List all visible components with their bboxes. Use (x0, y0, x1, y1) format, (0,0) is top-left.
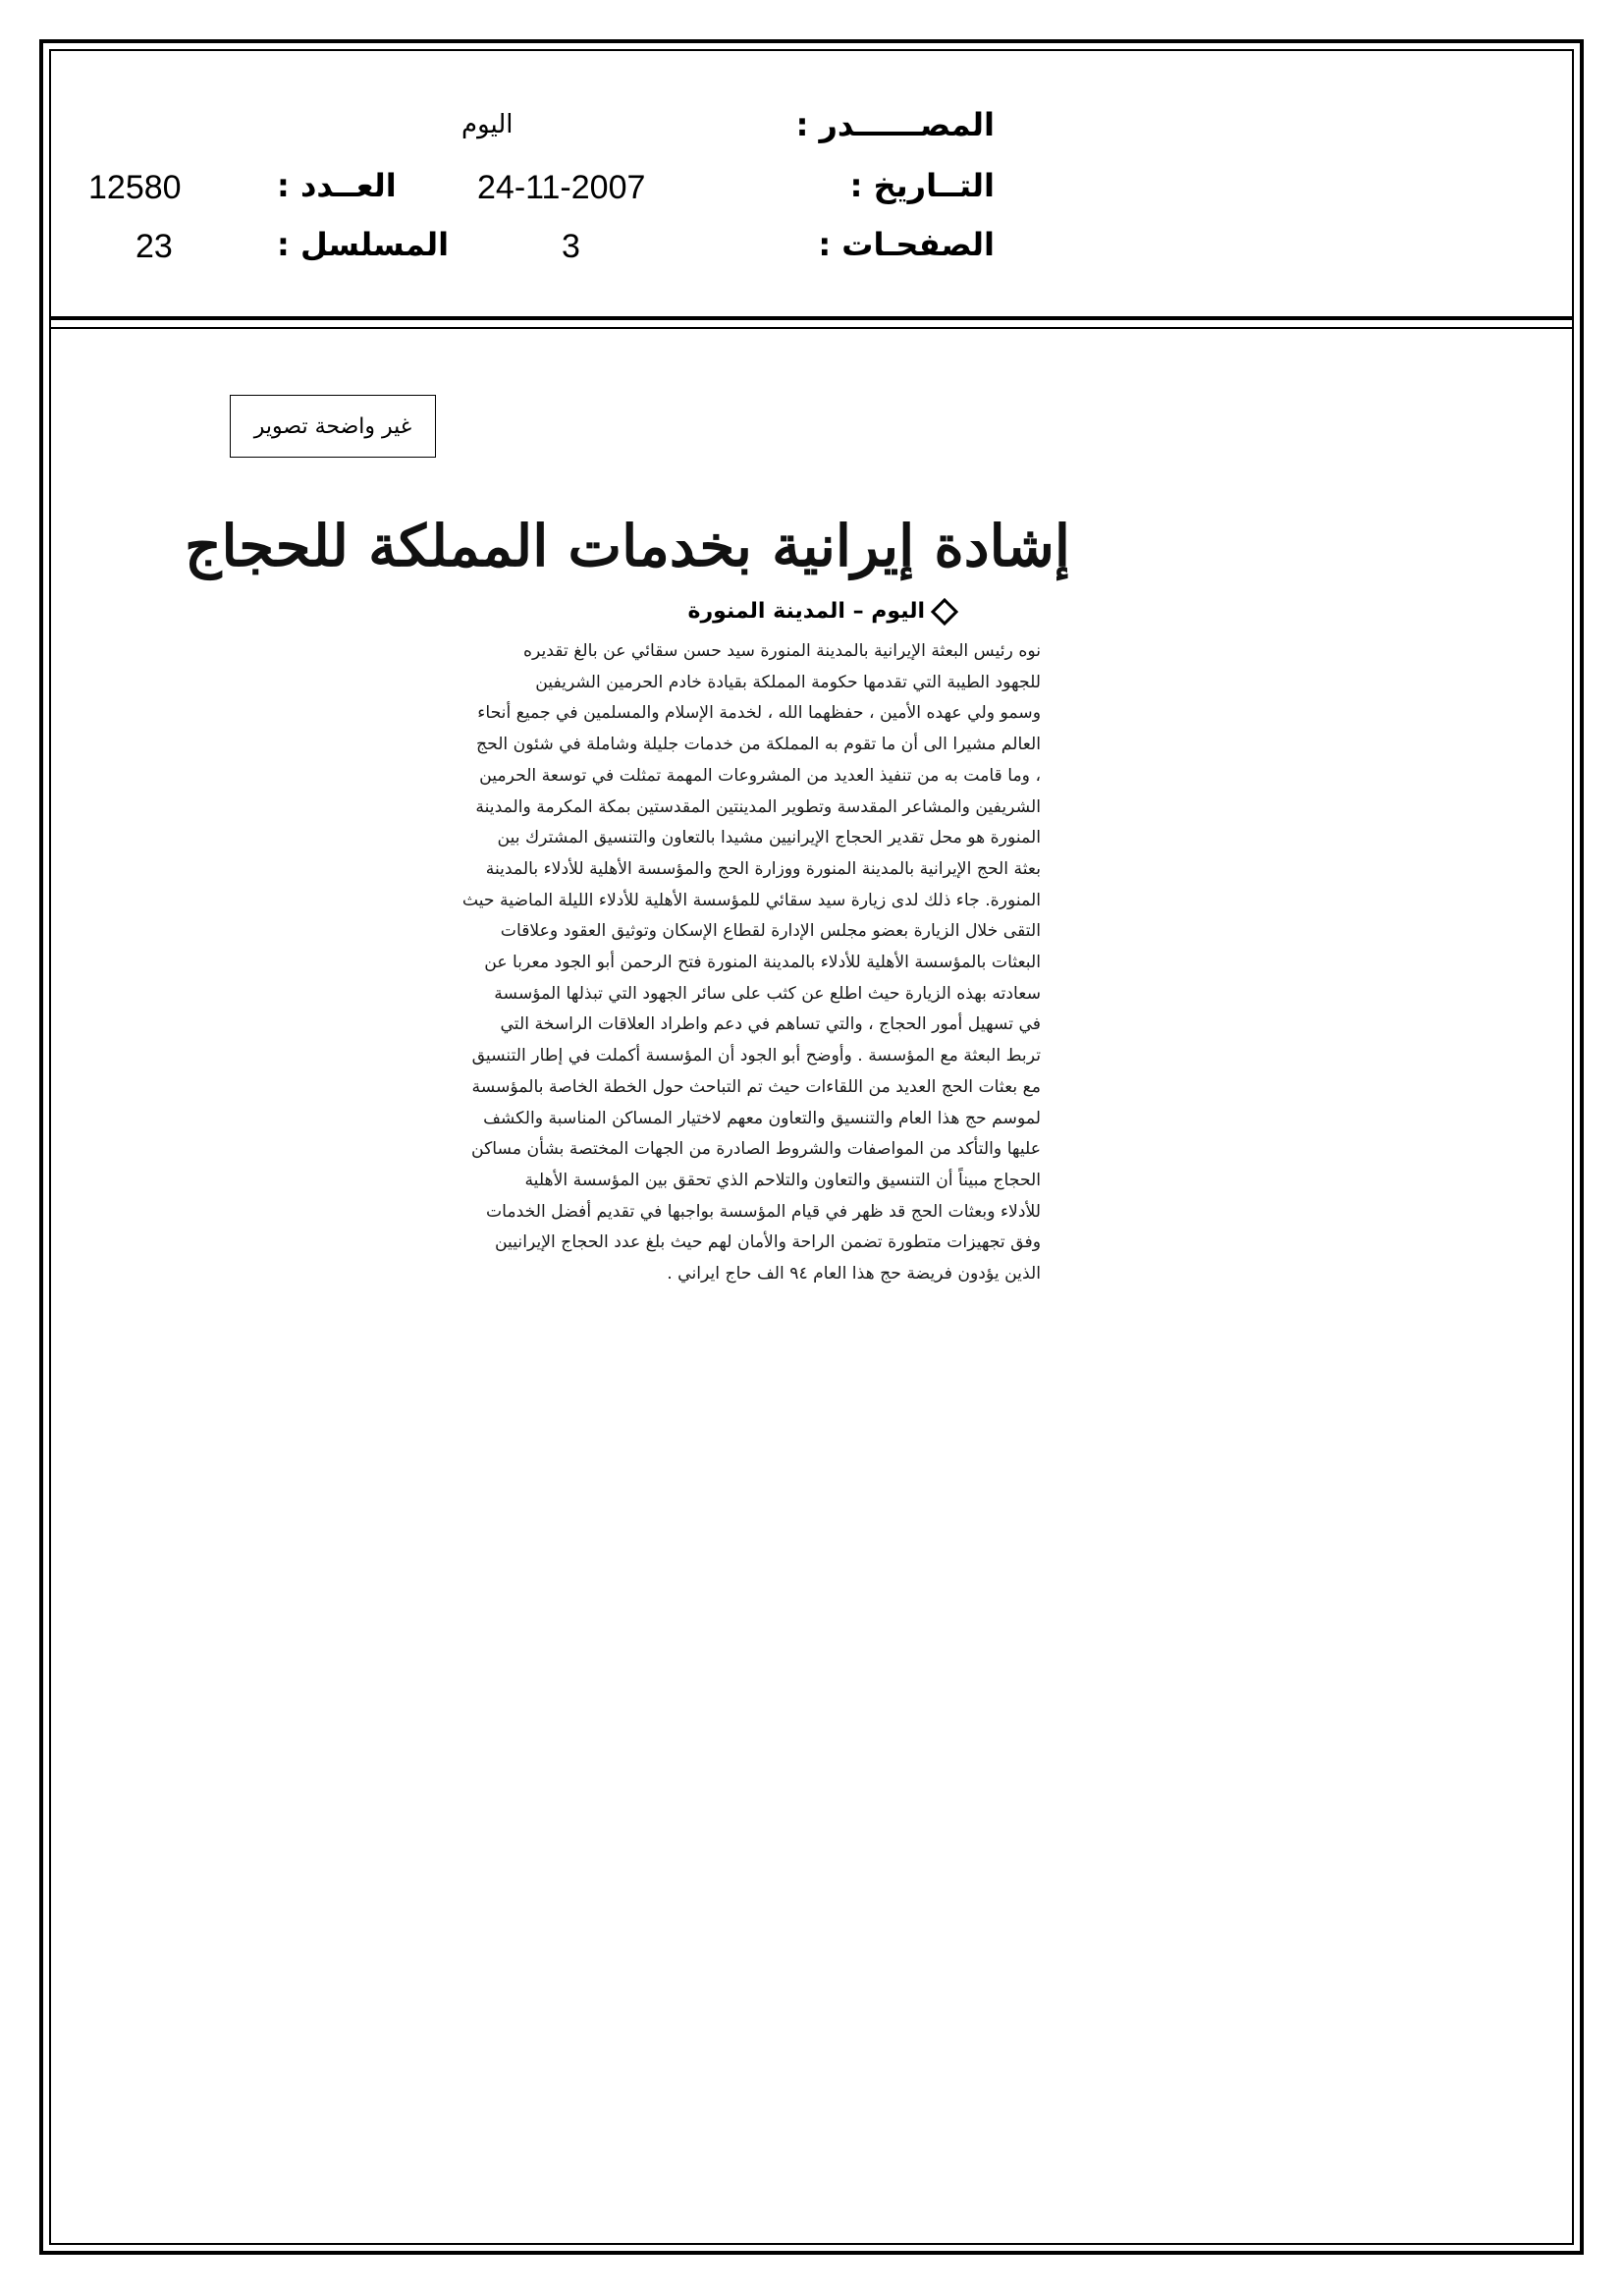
article-line: مع بعثات الحج العديد من اللقاءات حيث تم التباحث حول الخطة الخاصة بالمؤسسة (471, 1076, 1041, 1097)
article-line: سعادته بهذه الزيارة حيث اطلع عن كثب على سائر الجهود التي تبذلها المؤسسة (494, 983, 1041, 1004)
article-byline (688, 599, 955, 624)
header-block (49, 49, 1574, 322)
article-line: الحجاج مبيناً أن التنسيق والتعاون والتلاحم الذي تحقق بين المؤسسة الأهلية (524, 1170, 1041, 1190)
date-value: 24-11-2007 (477, 169, 646, 206)
issue-label: العــدد : (277, 167, 397, 204)
byline-text: اليوم – المدينة المنورة (687, 599, 925, 624)
serial-label: المسلسل : (277, 226, 450, 263)
article-line: في تسهيل أمور الحجاج ، والتي تساهم في دعم واطراد العلاقات الراسخة التي (500, 1014, 1041, 1035)
diamond-bullet-icon (931, 598, 958, 626)
article-line: وسمو ولي عهده الأمين ، حفظهما الله ، لخدمة الإسلام والمسلمين في جميع أنحاء (477, 703, 1041, 724)
pages-value: 3 (562, 228, 580, 265)
article-line: لموسم حج هذا العام والتنسيق والتعاون معهم لاختيار المساكن المناسبة والكشف (483, 1108, 1041, 1128)
article-line: المنورة هو محل تقدير الحجاج الإيرانيين مشيدا بالتعاون والتنسيق المشترك بين (497, 828, 1041, 848)
article-line: وفق تجهيزات متطورة تضمن الراحة والأمان لهم حيث بلغ عدد الحجاج الإيرانيين (494, 1232, 1041, 1253)
article-line: للأدلاء وبعثات الحج قد ظهر في قيام المؤسسة بواجبها في تقديم أفضل الخدمات (485, 1201, 1041, 1222)
article-line: للجهود الطيبة التي تقدمها حكومة المملكة بقيادة خادم الحرمين الشريفين (535, 672, 1041, 692)
article-line: المنورة. جاء ذلك لدى زيارة سيد سقائي للمؤسسة الأهلية للأدلاء الليلة الماضية حيث (461, 890, 1041, 910)
header-divider-thick (49, 316, 1574, 320)
source-value: اليوم (461, 110, 514, 139)
article-line: تربط البعثة مع المؤسسة . وأوضح أبو الجود أن المؤسسة أكملت في إطار التنسيق (471, 1046, 1041, 1066)
article-line: الذين يؤدون فريضة حج هذا العام ٩٤ الف حاج ايراني . (667, 1264, 1041, 1285)
source-label: المصــــــدر : (795, 106, 995, 143)
article-line: العالم مشيرا الى أن ما تقوم به المملكة من خدمات جليلة وشاملة في شئون الحج (476, 735, 1041, 755)
newspaper-clipping (185, 501, 1070, 1285)
article-line: ، وما قامت به من تنفيذ العديد من المشروعات المهمة تمثلت في توسعة الحرمين (479, 765, 1041, 786)
article-line: بعثة الحج الإيرانية بالمدينة المنورة ووزارة الحج والمؤسسة الأهلية للأدلاء بالمدينة (485, 858, 1041, 879)
article-line: البعثات بالمؤسسة الأهلية للأدلاء بالمدينة المنورة فتح الرحمن أبو الجود معربا عن (484, 953, 1041, 973)
article-headline: إشادة إيرانية بخدمات المملكة للحجاج (185, 513, 1070, 579)
unclear-scan-note: غير واضحة تصوير (230, 395, 436, 458)
serial-value: 23 (135, 228, 173, 265)
article-line: عليها والتأكد من المواصفات والشروط الصادرة من الجهات المختصة بشأن مساكن (470, 1139, 1041, 1160)
article-line: نوه رئيس البعثة الإيرانية بالمدينة المنورة سيد حسن سقائي عن بالغ تقديره (523, 641, 1041, 661)
article-line: التقى خلال الزيارة بعضو مجلس الإدارة لقطاع الإسكان وتوثيق العقود وعلاقات (500, 921, 1041, 942)
header-divider-thin (49, 327, 1574, 329)
pages-label: الصفحـات : (818, 226, 995, 263)
article-body (412, 636, 1041, 1290)
issue-value: 12580 (88, 169, 182, 206)
article-line: الشريفين والمشاعر المقدسة وتطوير المدينتين المقدستين بمكة المكرمة والمدينة (475, 796, 1041, 817)
date-label: التــاريخ : (849, 167, 995, 204)
